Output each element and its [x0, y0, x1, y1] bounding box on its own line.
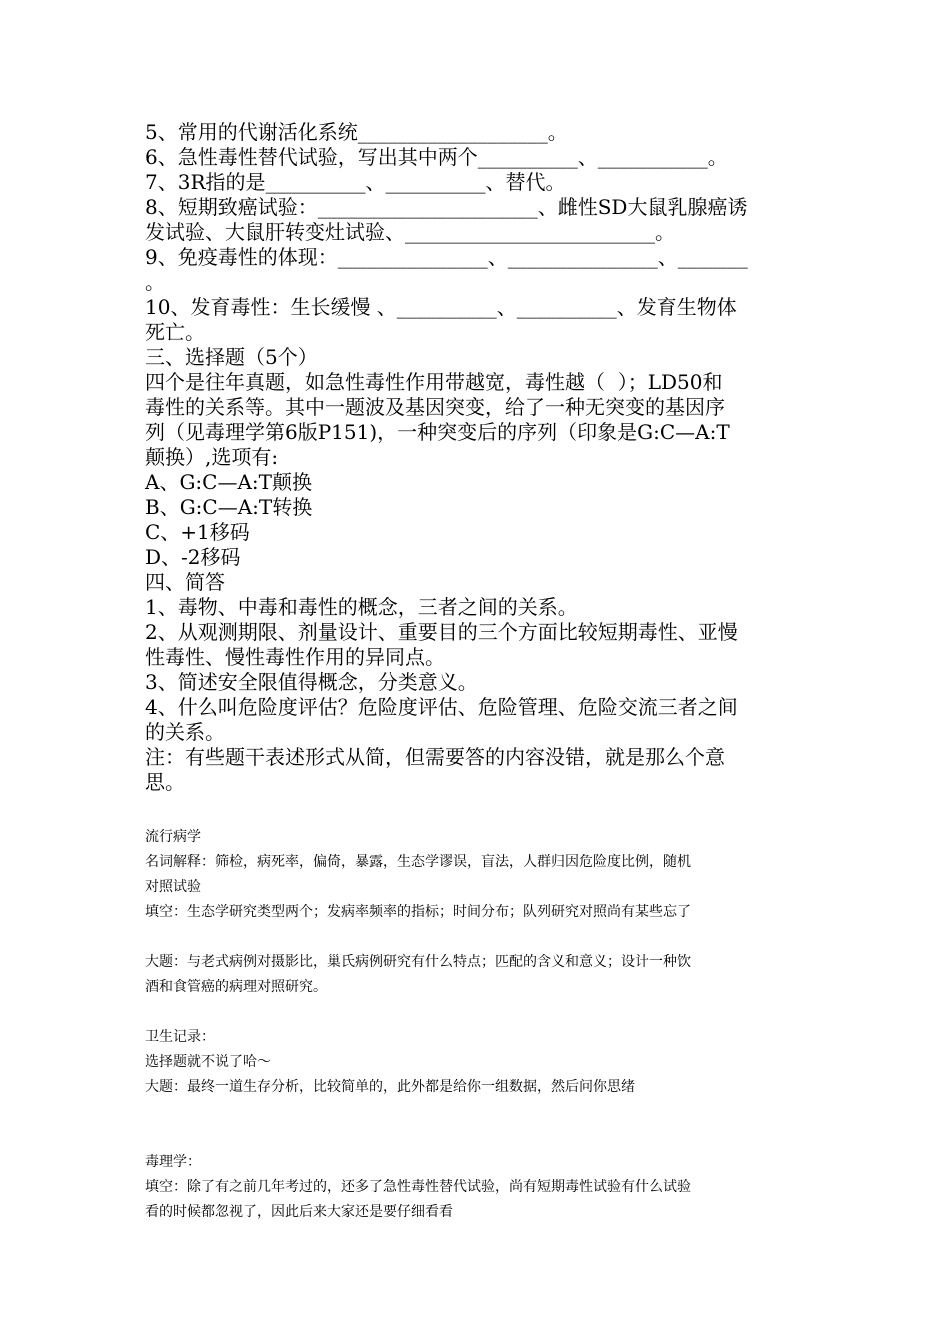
- option-d: D、-2移码: [145, 545, 241, 569]
- epidemiology-title: 流行病学: [145, 829, 201, 845]
- text-line: 1、毒物、中毒和毒性的概念，三者之间的关系。: [145, 595, 578, 619]
- text-line: 死亡。: [145, 320, 205, 344]
- hygiene-big: 大题：最终一道生存分析，比较简单的，此外都是给你一组数据，然后问你思绪: [145, 1079, 635, 1095]
- option-a: A、G:C—A:T颠换: [145, 470, 312, 494]
- text-line: 8、短期致癌试验：______________________、雌性SD大鼠乳腺癌诱: [145, 195, 748, 219]
- text-line: 5、常用的代谢活化系统___________________。: [145, 120, 568, 144]
- hygiene-choice: 选择题就不说了哈～: [145, 1054, 271, 1070]
- epidemiology-fill: 填空：生态学研究类型两个；发病率频率的指标；时间分布；队列研究对照尚有某些忘了: [145, 904, 691, 920]
- spacer: [145, 1000, 820, 1025]
- text-line: 列（见毒理学第6版P151)，一种突变后的序列（印象是G:C—A:T: [145, 420, 730, 444]
- text-line: 。: [145, 270, 165, 294]
- text-line: 颠换）,选项有:: [145, 445, 279, 469]
- text-line: 4、什么叫危险度评估？危险度评估、危险管理、危险交流三者之间: [145, 695, 738, 719]
- notes-section: [145, 825, 820, 1225]
- option-b: B、G:C—A:T转换: [145, 495, 313, 519]
- text-line: 毒性的关系等。其中一题波及基因突变，给了一种无突变的基因序: [145, 395, 725, 419]
- note-line: 注：有些题干表述形式从简，但需要答的内容没错，就是那么个意: [145, 745, 725, 769]
- epidemiology-terms: 对照试验: [145, 879, 201, 895]
- text-line: 性毒性、慢性毒性作用的异同点。: [145, 645, 445, 669]
- toxicology-fill: 看的时候都忽视了，因此后来大家还是要仔细看看: [145, 1204, 453, 1220]
- toxicology-title: 毒理学：: [145, 1154, 201, 1170]
- epidemiology-terms: 名词解释：筛检，病死率，偏倚，暴露，生态学谬误，盲法，人群归因危险度比例，随机: [145, 854, 691, 870]
- section-heading: 三、选择题（5个）: [145, 345, 318, 369]
- text-line: 7、3R指的是__________、__________、替代。: [145, 170, 566, 194]
- text-line: 6、急性毒性替代试验，写出其中两个__________、___________。: [145, 145, 728, 169]
- text-line: 9、免疫毒性的体现：_______________、_______________、_______: [145, 245, 748, 269]
- text-line: 2、从观测期限、剂量设计、重要目的三个方面比较短期毒性、亚慢: [145, 620, 738, 644]
- option-c: C、+1移码: [145, 520, 250, 544]
- hygiene-title: 卫生记录：: [145, 1029, 215, 1045]
- toxicology-fill: 填空：除了有之前几年考过的，还多了急性毒性替代试验，尚有短期毒性试验有什么试验: [145, 1179, 691, 1195]
- spacer: [145, 925, 820, 950]
- exam-questions-section: [145, 120, 820, 795]
- note-line: 思。: [145, 770, 185, 794]
- document-page: [145, 120, 820, 1225]
- spacer: [145, 1100, 820, 1150]
- epidemiology-big: 酒和食管癌的病理对照研究。: [145, 979, 327, 995]
- text-line: 3、简述安全限值得概念，分类意义。: [145, 670, 478, 694]
- text-line: 四个是往年真题，如急性毒性作用带越宽，毒性越（ ）；LD50和: [145, 370, 723, 394]
- text-line: 发试验、大鼠肝转变灶试验、_________________________。: [145, 220, 675, 244]
- text-line: 10、发育毒性：生长缓慢 、__________、__________、发育生物体: [145, 295, 737, 319]
- epidemiology-big: 大题：与老式病例对摄影比，巢氏病例研究有什么特点；匹配的含义和意义；设计一种饮: [145, 954, 691, 970]
- section-heading: 四、简答: [145, 570, 225, 594]
- text-line: 的关系。: [145, 720, 225, 744]
